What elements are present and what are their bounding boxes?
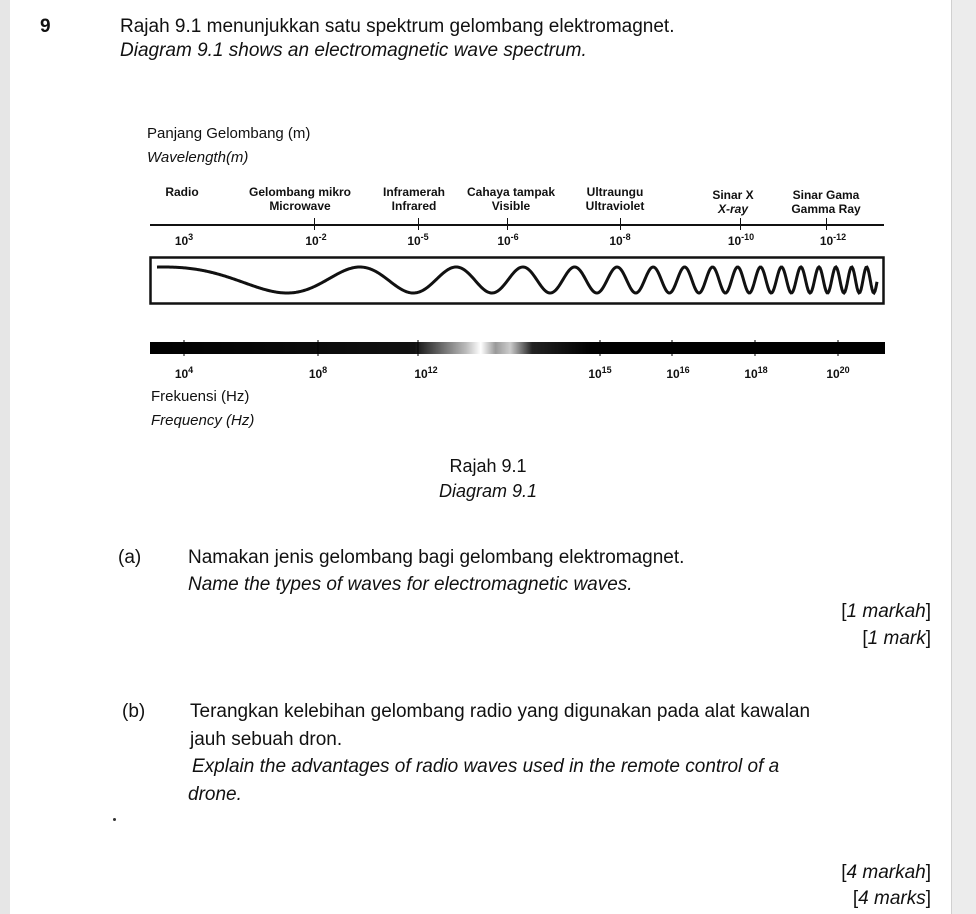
- figure-caption-malay: Rajah 9.1: [449, 456, 527, 476]
- part-b-marks-english: [4 marks]: [852, 888, 931, 909]
- wavelength-tick: [740, 218, 741, 230]
- part-b-label: (b): [122, 701, 146, 722]
- wavelength-tick-label: $10^{-6}$: [497, 232, 519, 248]
- wavelength-tick: [507, 218, 508, 230]
- wavelength-axis: [150, 224, 884, 226]
- wave-illustration: [149, 256, 886, 306]
- part-b-english-line2: drone.: [188, 784, 242, 805]
- frequency-tick-label: $10^4$: [174, 365, 194, 381]
- wavelength-tick-label: $10^{-12}$: [819, 232, 847, 248]
- question-number: 9: [40, 16, 51, 37]
- frequency-label-english: Frequency (Hz): [151, 412, 255, 429]
- frequency-tick-label: $10^{20}$: [826, 365, 850, 381]
- intro-english: Diagram 9.1 shows an electromagnetic wave spectrum.: [120, 40, 587, 61]
- wavelength-tick: [826, 218, 827, 230]
- wavelength-tick-label: $10^{-2}$: [305, 232, 327, 248]
- part-b-marks-malay: [4 markah]: [841, 862, 931, 883]
- frequency-bar: [150, 340, 885, 356]
- part-a-marks-malay: [1 markah]: [841, 601, 931, 622]
- wavelength-tick-label: $10^{-8}$: [609, 232, 631, 248]
- band-label-infrared: Inframerah Infrared: [382, 185, 446, 213]
- part-b-english-line1: Explain the advantages of radio waves used in the remote control of a: [192, 756, 780, 777]
- wavelength-tick-label: $10^3$: [174, 232, 194, 248]
- band-label-gamma: Sinar Gama Gamma Ray: [791, 188, 861, 216]
- wavelength-tick-label: $10^{-5}$: [407, 232, 429, 248]
- frequency-tick-label: $10^8$: [308, 365, 328, 381]
- wavelength-tick: [418, 218, 419, 230]
- wavelength-tick: [620, 218, 621, 230]
- part-a-marks-english: [1 mark]: [862, 628, 931, 649]
- part-a-english: Name the types of waves for electromagnetic waves.: [188, 574, 633, 595]
- frequency-tick-label: $10^{15}$: [588, 365, 612, 381]
- frequency-tick-label: $10^{12}$: [414, 365, 438, 381]
- stray-mark: [113, 818, 116, 821]
- frequency-tick-label: $10^{18}$: [744, 365, 768, 381]
- frequency-tick-label: $10^{16}$: [666, 365, 690, 381]
- wavelength-label-english: Wavelength(m): [147, 149, 249, 166]
- wavelength-tick-label: $10^{-10}$: [727, 232, 755, 248]
- part-a-label: (a): [118, 547, 142, 568]
- figure-caption-english: Diagram 9.1: [438, 481, 538, 501]
- wavelength-label-malay: Panjang Gelombang (m): [147, 125, 311, 142]
- frequency-label-malay: Frekuensi (Hz): [151, 388, 250, 405]
- band-label-visible: Cahaya tampak Visible: [466, 185, 556, 213]
- band-label-radio: Radio: [165, 185, 199, 199]
- band-label-ultraviolet: Ultraungu Ultraviolet: [585, 185, 645, 213]
- part-b-malay-line2: jauh sebuah dron.: [190, 729, 343, 750]
- wavelength-tick: [314, 218, 315, 230]
- band-label-microwave: Gelombang mikro Microwave: [248, 185, 352, 213]
- intro-malay: Rajah 9.1 menunjukkan satu spektrum gelombang elektromagnet.: [120, 16, 675, 37]
- part-b-malay-line1: Terangkan kelebihan gelombang radio yang digunakan pada alat kawalan: [190, 701, 811, 722]
- band-label-xray: Sinar X X-ray: [712, 188, 754, 216]
- part-a-malay: Namakan jenis gelombang bagi gelombang elektromagnet.: [188, 547, 685, 568]
